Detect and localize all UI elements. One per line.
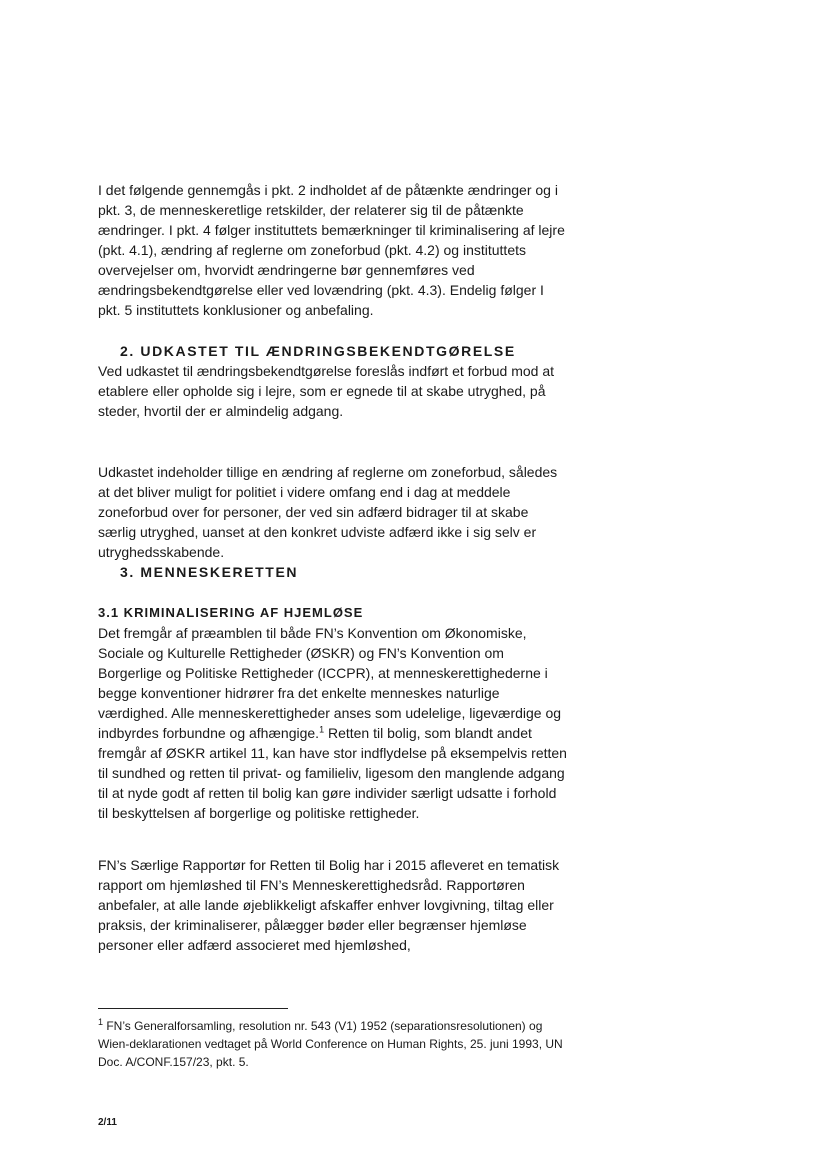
section-3-1-heading: 3.1 KRIMINALISERING AF HJEMLØSE (98, 605, 364, 620)
section-2-paragraph-1: Ved udkastet til ændringsbekendtgørelse foreslås indført et forbud mod at etablere eller opholde sig i lejre, som er egnede til at skabe utryghed, på steder, hvortil der er almindelig adgang. (98, 363, 555, 419)
intro-block (98, 180, 568, 320)
paragraph-text-a: Det fremgår af præamblen til både FN’s Konvention om Økonomiske, Sociale og Kulturelle Rettigheder (ØSKR) og FN’s Konvention om Borgerlige og Politiske Rettigheder (ICCPR), at menneskerettighederne i begge konventioner hidrører fra det enkelte menneskes naturlige værdighed. Alle menneskerettigheder anses som udelelige, ligeværdige og indbyrdes forbundne og afhængige. (98, 625, 562, 741)
page-number: 2/11 (98, 1117, 117, 1128)
section-2-body (98, 361, 568, 421)
intro-paragraph: I det følgende gennemgås i pkt. 2 indholdet af de påtænkte ændringer og i pkt. 3, de menneskeretlige retskilder, der relaterer sig til de påtænkte ændringer. I pkt. 4 følger instituttets bemærkninger til kriminalisering af lejre (pkt. 4.1), ændring af reglerne om zoneforbud (pkt. 4.2) og instituttets overvejelser om, hvorvidt ændringerne bør gennemføres ved ændringsbekendtgørelse eller ved lovændring (pkt. 4.3). Endelig følger I pkt. 5 instituttets konklusioner og anbefaling. (98, 182, 565, 318)
section-2-paragraph-2: Udkastet indeholder tillige en ændring af reglerne om zoneforbud, således at det bliver muligt for politiet i videre omfang end i dag at meddele zoneforbud over for personer, der ved sin adfærd bidrager til at skabe særlig utryghed, uanset at den konkret udviste adfærd ikke i sig selv er utryghedsskabende. (98, 464, 558, 560)
paragraph-text-b: Retten til bolig, som blandt andet fremgår af ØSKR artikel 11, kan have stor indflydelse på eksempelvis retten til sundhed og retten til privat- og familieliv, ligesom den manglende adgang til at nyde godt af retten til bolig kan gøre individer særligt udsatte i forhold til beskyttelsen af borgerlige og politiske rettigheder. (98, 725, 567, 821)
section-3-1-body-2 (98, 855, 568, 955)
section-3-1-paragraph-2: FN’s Særlige Rapportør for Retten til Bolig har i 2015 afleveret en tematisk rapport om hjemløshed til FN’s Menneskerettighedsråd. Rapportøren anbefaler, at alle lande øjeblikkeligt afskaffer enhver lovgivning, tiltag eller praksis, der kriminaliserer, pålægger bøder eller begrænser hjemløse personer eller adfærd associeret med hjemløshed, (98, 857, 560, 953)
footnote-1 (98, 1017, 568, 1071)
footnote-ref-1[interactable]: 1 (319, 724, 325, 735)
section-2-heading: 2. UDKASTET TIL ÆNDRINGSBEKENDTGØRELSE (120, 343, 516, 359)
section-3-1-paragraph-1 (98, 623, 568, 823)
section-3-heading: 3. MENNESKERETTEN (120, 564, 299, 580)
footnote-divider (98, 1008, 288, 1009)
footnote-marker: 1 (98, 1017, 104, 1027)
section-3-1-body (98, 623, 568, 823)
section-2-body-2 (98, 462, 568, 562)
footnote-text: FN’s Generalforsamling, resolution nr. 543 (V1) 1952 (separationsresolutionen) og Wien-deklarationen vedtaget på World Conference on Human Rights, 25. juni 1993, UN Doc. A/CONF.157/23, pkt. 5. (98, 1019, 563, 1069)
